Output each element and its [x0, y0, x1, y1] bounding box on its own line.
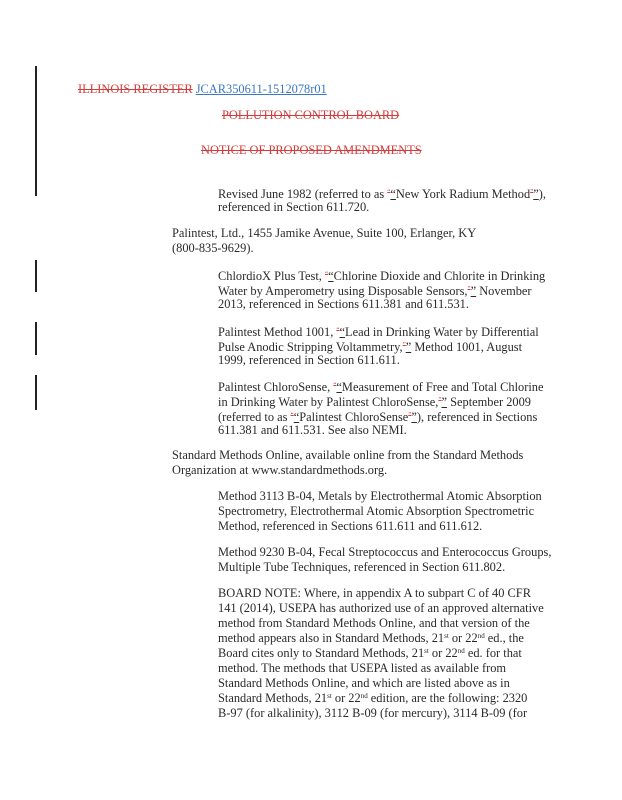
paragraph-line: Method 9230 B-04, Fecal Streptococcus and Enterococcus Groups,: [218, 545, 552, 559]
paragraph-line: Multiple Tube Techniques, referenced in Section 611.802.: [218, 560, 506, 574]
register-header: ILLINOIS REGISTER JCAR350611-1512078r01: [78, 82, 327, 96]
paragraph-line: Method, referenced in Sections 611.611 and 611.612.: [218, 519, 483, 533]
paragraph-line: B-97 (for alkalinity), 3112 B-09 (for mercury), 3114 B-09 (for: [218, 706, 528, 720]
paragraph-line: method appears also in Standard Methods, 21st or 22nd ed., the: [218, 631, 524, 645]
paragraph-line: Revised June 1982 (referred to as ““New York Radium Method””),: [218, 187, 546, 201]
paragraph-line: 611.381 and 611.531. See also NEMI.: [218, 423, 407, 437]
board-heading: POLLUTION CONTROL BOARD: [222, 108, 400, 122]
paragraph-line: (800-835-9629).: [172, 241, 254, 255]
paragraph-line: ChlordioX Plus Test, ““Chlorine Dioxide and Chlorite in Drinking: [218, 269, 546, 283]
paragraph-line: Water by Amperometry using Disposable Sensors,”” November: [218, 284, 532, 298]
paragraph-line: referenced in Section 611.720.: [218, 200, 370, 214]
paragraph-line: 141 (2014), USEPA has authorized use of an approved alternative: [218, 601, 544, 615]
paragraph-line: method from Standard Methods Online, and that version of the: [218, 616, 530, 630]
paragraph-line: 1999, referenced in Section 611.611.: [218, 353, 400, 367]
change-bar: [35, 322, 37, 355]
paragraph-line: in Drinking Water by Palintest ChloroSense,”” September 2009: [218, 395, 531, 409]
paragraph-line: Organization at www.standardmethods.org.: [172, 463, 388, 477]
paragraph-line: Palintest ChloroSense, ““Measurement of Free and Total Chlorine: [218, 380, 544, 394]
paragraph-line: Board cites only to Standard Methods, 21st or 22nd ed. for that: [218, 646, 522, 660]
paragraph-line: method. The methods that USEPA listed as available from: [218, 661, 507, 675]
paragraph-line: 2013, referenced in Sections 611.381 and 611.531.: [218, 297, 469, 311]
paragraph-line: Standard Methods Online, available online from the Standard Methods: [172, 448, 524, 462]
notice-heading: NOTICE OF PROPOSED AMENDMENTS: [201, 143, 422, 157]
paragraph-line: Method 3113 B-04, Metals by Electrothermal Atomic Absorption: [218, 489, 542, 503]
paragraph-line: Palintest Method 1001, ““Lead in Drinking Water by Differential: [218, 325, 539, 339]
paragraph-line: Palintest, Ltd., 1455 Jamike Avenue, Suite 100, Erlanger, KY: [172, 226, 477, 240]
paragraph-line: Spectrometry, Electrothermal Atomic Absorption Spectrometric: [218, 504, 535, 518]
change-bar: [35, 260, 37, 292]
paragraph-line: Pulse Anodic Stripping Voltammetry,”” Method 1001, August: [218, 340, 523, 354]
change-bar: [35, 66, 37, 196]
paragraph-line: Standard Methods Online, and which are listed above as in: [218, 676, 510, 690]
paragraph-line: (referred to as ““Palintest ChloroSense””), referenced in Sections: [218, 410, 538, 424]
paragraph-line: Standard Methods, 21st or 22nd edition, are the following: 2320: [218, 691, 528, 705]
change-bar: [35, 375, 37, 410]
paragraph-line: BOARD NOTE: Where, in appendix A to subpart C of 40 CFR: [218, 586, 531, 600]
